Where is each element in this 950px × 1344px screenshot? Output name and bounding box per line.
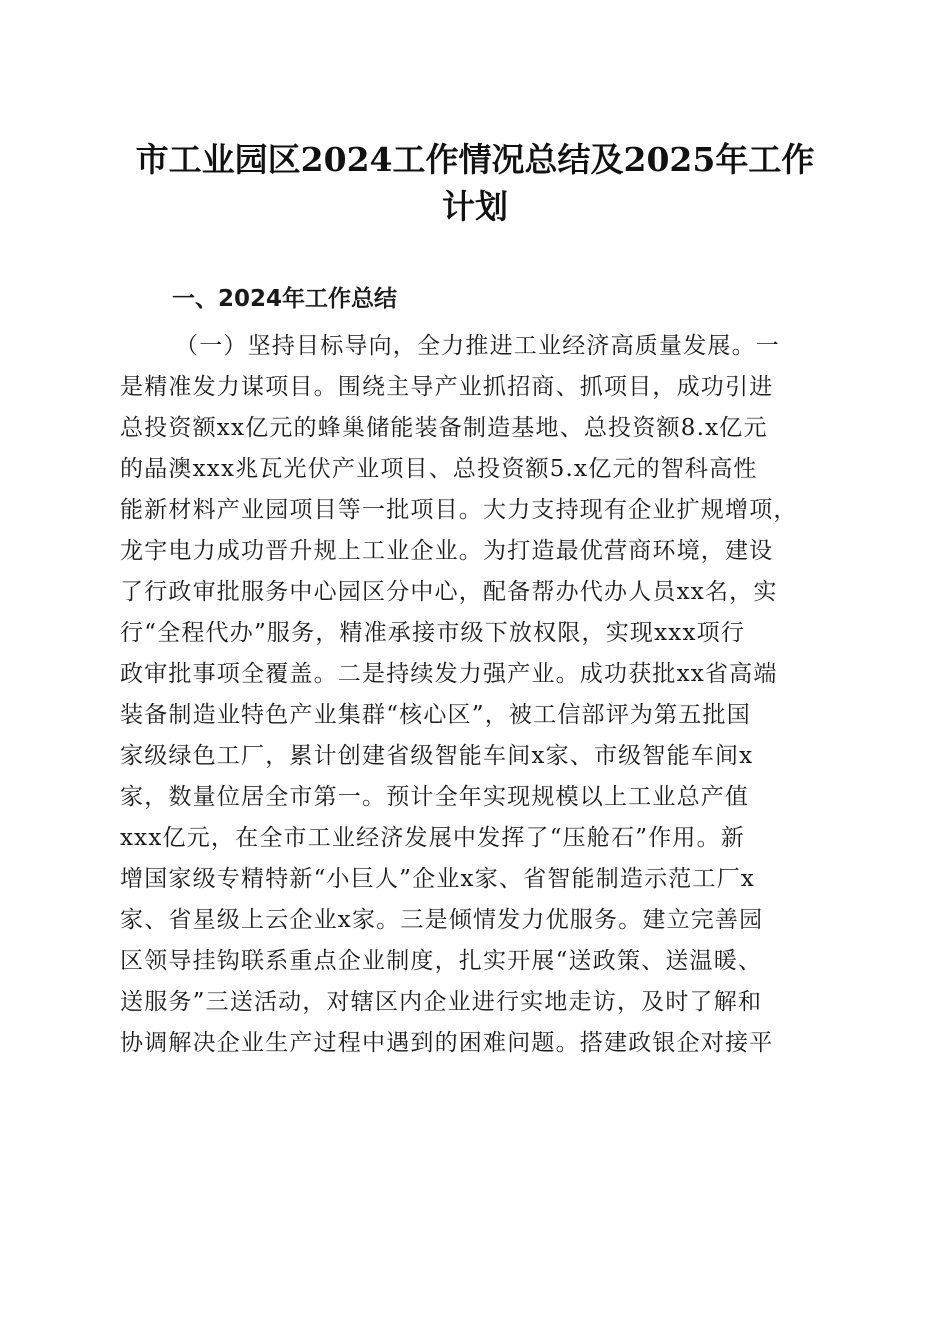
body-line: 的晶澳xxx兆瓦光伏产业项目、总投资额5.x亿元的智科高性 <box>120 456 758 482</box>
body-line: （一）坚持目标导向，全力推进工业经济高质量发展。一 <box>175 333 780 359</box>
body-line: 能新材料产业园项目等一批项目。大力支持现有企业扩规增项， <box>120 497 798 523</box>
body-line: 行“全程代办”服务，精准承接市级下放权限，实现xxx项行 <box>120 620 746 646</box>
body-line: 家、省星级上云企业x家。三是倾情发力优服务。建立完善园 <box>120 907 764 933</box>
body-line: 龙宇电力成功晋升规上工业企业。为打造最优营商环境，建设 <box>120 538 774 564</box>
body-line: 总投资额xx亿元的蜂巢储能装备制造基地、总投资额8.x亿元 <box>120 415 768 441</box>
document-title <box>110 136 840 230</box>
body-line: 送服务”三送活动，对辖区内企业进行实地走访，及时了解和 <box>120 989 763 1015</box>
body-line: 装备制造业特色产业集群“核心区”，被工信部评为第五批国 <box>120 702 751 728</box>
body-line: 政审批事项全覆盖。二是持续发力强产业。成功获批xx省高端 <box>120 661 778 687</box>
body-line: 家级绿色工厂，累计创建省级智能车间x家、市级智能车间x <box>120 743 754 769</box>
body-line: 协调解决企业生产过程中遇到的困难问题。搭建政银企对接平 <box>120 1030 774 1056</box>
section-heading: 一、2024年工作总结 <box>172 286 398 312</box>
body-line: 增国家级专精特新“小巨人”企业x家、省智能制造示范工厂x <box>120 866 756 892</box>
body-line: 家，数量位居全市第一。预计全年实现规模以上工业总产值 <box>120 784 750 810</box>
body-line: xxx亿元，在全市工业经济发展中发挥了“压舱石”作用。新 <box>120 825 746 851</box>
body-paragraph <box>120 326 840 1064</box>
body-line: 了行政审批服务中心园区分中心，配备帮办代办人员xx名，实 <box>120 579 778 605</box>
body-line: 区领导挂钩联系重点企业制度，扎实开展“送政策、送温暖、 <box>120 948 763 974</box>
body-line: 是精准发力谋项目。围绕主导产业抓招商、抓项目，成功引进 <box>120 374 774 400</box>
title-line-2: 计划 <box>442 187 508 226</box>
title-line-1: 市工业园区2024工作情况总结及2025年工作 <box>135 140 815 179</box>
